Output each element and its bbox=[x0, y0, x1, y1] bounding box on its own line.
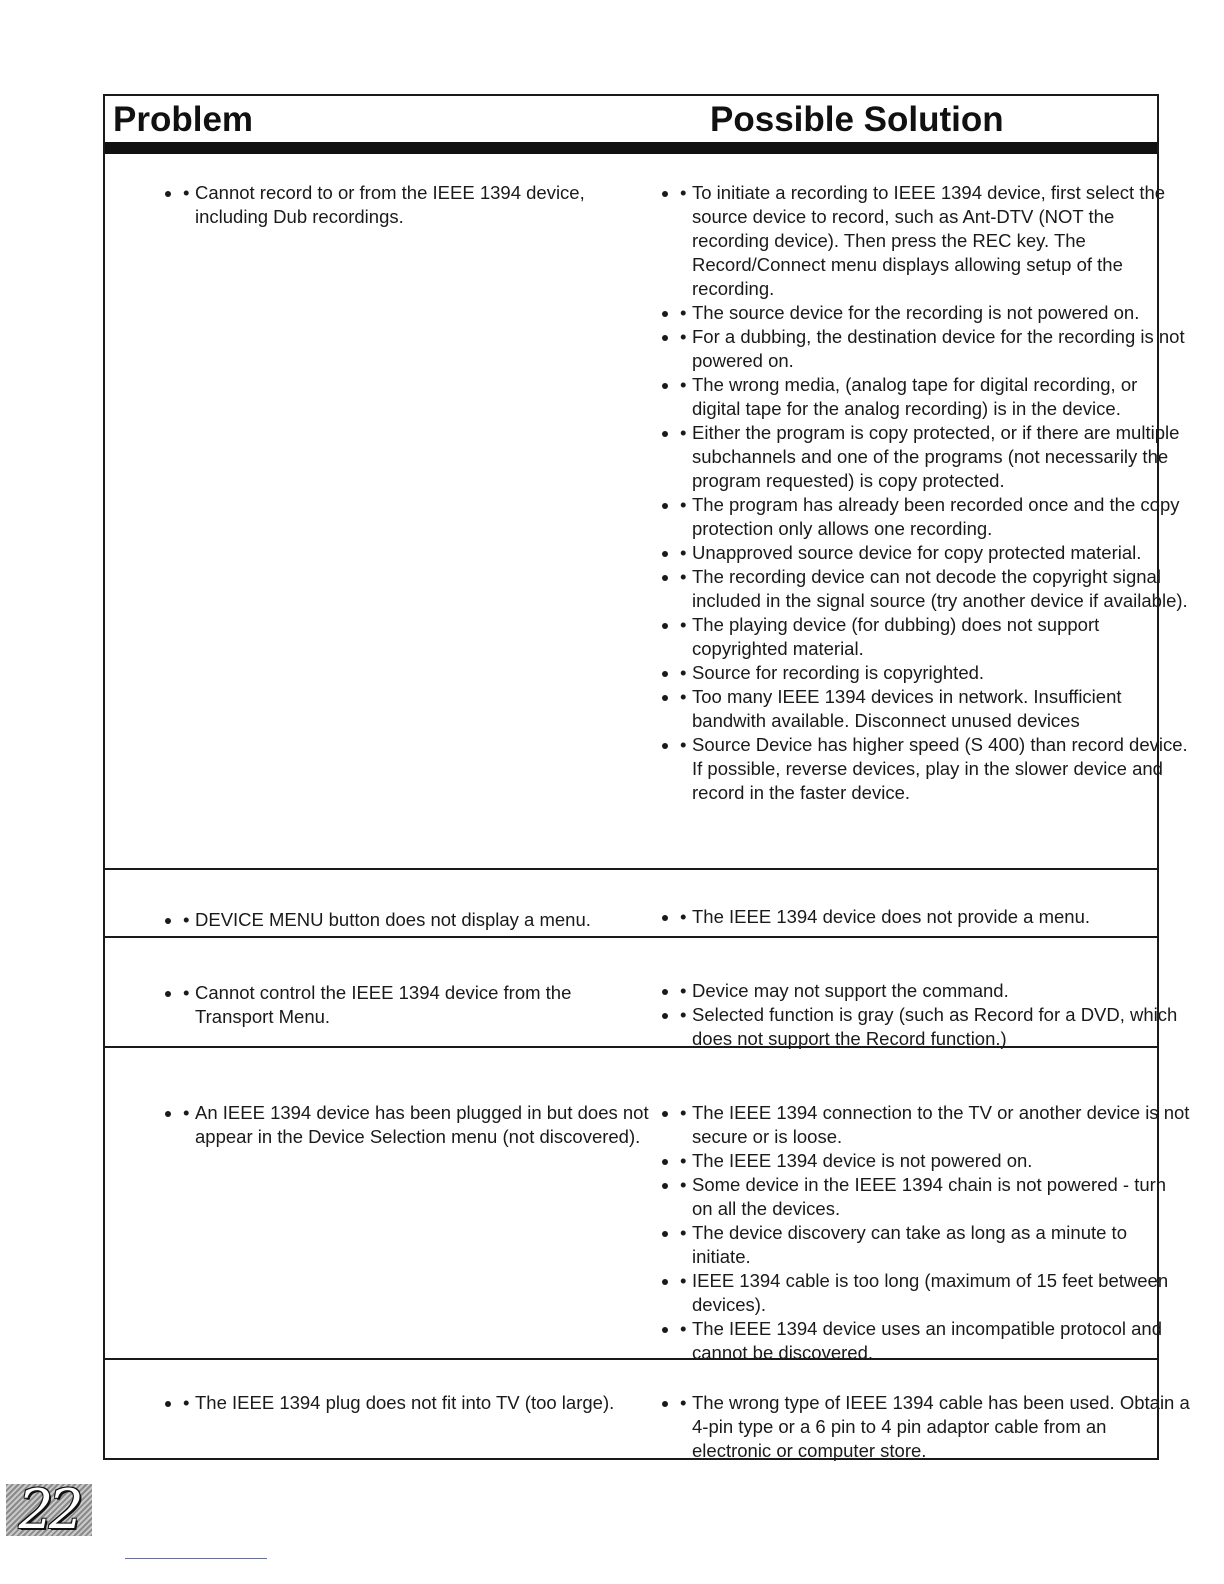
solution-item: • • The wrong type of IEEE 1394 cable has been used. Obtain a 4-pin type or a 6 pin to 4 pin adaptor cable from an electronic or computer store. bbox=[680, 1391, 1190, 1463]
solution-item: • • IEEE 1394 cable is too long (maximum of 15 feet between devices). bbox=[680, 1269, 1190, 1317]
problem-cell bbox=[143, 908, 653, 932]
solution-item: • • The playing device (for dubbing) does not support copyrighted material. bbox=[680, 613, 1190, 661]
solution-cell bbox=[640, 905, 1190, 929]
solution-item: • • The IEEE 1394 device is not powered on. bbox=[680, 1149, 1190, 1173]
solution-item: • • The wrong media, (analog tape for digital recording, or digital tape for the analog recording) is in the device. bbox=[680, 373, 1190, 421]
solution-item: • • Either the program is copy protected, or if there are multiple subchannels and one of the programs (not necessarily the program requested) is copy protected. bbox=[680, 421, 1190, 493]
problem-cell bbox=[143, 1391, 653, 1415]
problem-column-heading: Problem bbox=[113, 100, 254, 139]
solution-item: • • Source Device has higher speed (S 400) than record device. If possible, reverse devices, play in the slower device and record in the faster device. bbox=[680, 733, 1190, 805]
problem-cell bbox=[143, 181, 653, 229]
solution-item: • • The source device for the recording is not powered on. bbox=[680, 301, 1190, 325]
problem-text: • • DEVICE MENU button does not display a menu. bbox=[183, 908, 653, 932]
table-row bbox=[105, 1048, 1190, 1363]
page-number: 22 bbox=[18, 1478, 80, 1541]
solution-item: • • Too many IEEE 1394 devices in network. Insufficient bandwith available. Disconnect unused devices bbox=[680, 685, 1190, 733]
problem-cell bbox=[143, 1101, 653, 1149]
solution-item: • • The IEEE 1394 device does not provide a menu. bbox=[680, 905, 1190, 929]
solution-item: • • For a dubbing, the destination device for the recording is not powered on. bbox=[680, 325, 1190, 373]
solution-cell bbox=[640, 181, 1190, 805]
troubleshooting-table bbox=[103, 94, 1190, 1461]
solution-item: • • The device discovery can take as long as a minute to initiate. bbox=[680, 1221, 1190, 1269]
solution-item: • • Selected function is gray (such as Record for a DVD, which does not support the Record function.) bbox=[680, 1003, 1190, 1051]
footer-rule bbox=[125, 1558, 267, 1559]
solution-item: • • Some device in the IEEE 1394 chain is not powered - turn on all the devices. bbox=[680, 1173, 1190, 1221]
solution-item: • • Device may not support the command. bbox=[680, 979, 1190, 1003]
solution-column-heading: Possible Solution bbox=[710, 100, 1004, 139]
problem-text: • • Cannot record to or from the IEEE 1394 device, including Dub recordings. bbox=[183, 181, 653, 229]
solution-item: • • The IEEE 1394 device uses an incompatible protocol and cannot be discovered. bbox=[680, 1317, 1190, 1365]
problem-text: • • The IEEE 1394 plug does not fit into TV (too large). bbox=[183, 1391, 653, 1415]
solution-item: • • Unapproved source device for copy protected material. bbox=[680, 541, 1190, 565]
table-row bbox=[105, 938, 1178, 1049]
page-number-badge bbox=[6, 1478, 92, 1541]
solution-item: • • The program has already been recorded once and the copy protection only allows one recording. bbox=[680, 493, 1190, 541]
table-header bbox=[105, 96, 1157, 154]
solution-cell bbox=[640, 1391, 1190, 1463]
problem-text: • • An IEEE 1394 device has been plugged in but does not appear in the Device Selection menu (not discovered). bbox=[183, 1101, 653, 1149]
solution-cell bbox=[640, 979, 1190, 1051]
table-row bbox=[105, 870, 1157, 938]
solution-item: • • The recording device can not decode the copyright signal included in the signal source (try another device if available). bbox=[680, 565, 1190, 613]
solution-item: • • To initiate a recording to IEEE 1394 device, first select the source device to record, such as Ant-DTV (NOT the recording device). Then press the REC key. The Record/Connect menu displays allowing setup of the recording. bbox=[680, 181, 1190, 301]
table-row bbox=[105, 154, 1188, 870]
table-row bbox=[105, 1360, 1190, 1461]
problem-cell bbox=[143, 981, 653, 1029]
solution-cell bbox=[640, 1101, 1190, 1365]
solution-item: • • The IEEE 1394 connection to the TV or another device is not secure or is loose. bbox=[680, 1101, 1190, 1149]
problem-text: • • Cannot control the IEEE 1394 device from the Transport Menu. bbox=[183, 981, 653, 1029]
solution-item: • • Source for recording is copyrighted. bbox=[680, 661, 1190, 685]
